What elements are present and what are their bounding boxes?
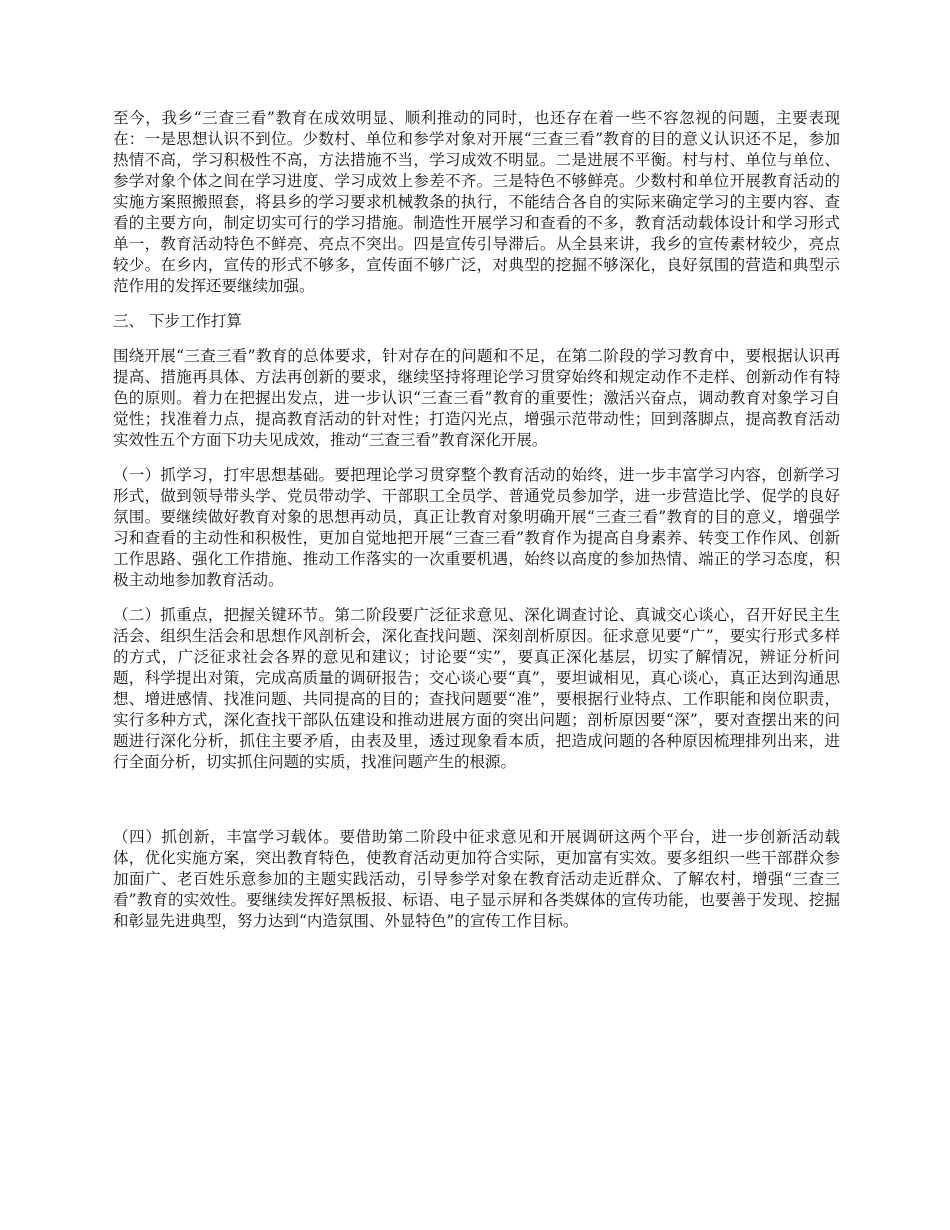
- section-heading-next-steps: 三、 下步工作打算: [113, 312, 242, 330]
- paragraph-intro: 围绕开展“三查三看”教育的总体要求，针对存在的问题和不足，在第二阶段的学习教育中，要根据认识再提高、措施再具体、方法再创新的要求，继续坚持将理论学习贯穿始终和规定动作不走样、创新动作有特色的原则。着力在把握出发点，进一步认识“三查三看”教育的重要性；激活兴奋点，调动教育对象学习自觉性；找准着力点，提高教育活动的针对性；打造闪光点，增强示范带动性；回到落脚点，提高教育活动实效性五个方面下功夫见成效，推动“三查三看”教育深化开展。: [113, 347, 840, 449]
- paragraph-item-4: （四）抓创新，丰富学习载体。要借助第二阶段中征求意见和开展调研这两个平台，进一步创新活动载体，优化实施方案，突出教育特色，使教育活动更加符合实际，更加富有实效。要多组织一些干部群众参加面广、老百姓乐意参加的主题实践活动，引导参学对象在教育活动走近群众、了解农村，增强“三查三看”教育的实效性。要继续发挥好黑板报、标语、电子显示屏和各类媒体的宣传功能，也要善于发现、挖掘和彰显先进典型，努力达到“内造氛围、外显特色”的宣传工作目标。: [113, 828, 840, 930]
- document-body: [113, 108, 840, 946]
- paragraph-item-1: （一）抓学习，打牢思想基础。要把理论学习贯穿整个教育活动的始终，进一步丰富学习内容，创新学习形式，做到领导带头学、党员带动学、干部职工全员学、普通党员参加学，进一步营造比学、促学的良好氛围。要继续做好教育对象的思想再动员，真正让教育对象明确开展“三查三看”教育的目的意义，增强学习和查看的主动性和积极性，更加自觉地把开展“三查三看”教育作为提高自身素养、转变工作作风、创新工作思路、强化工作措施、推动工作落实的一次重要机遇，始终以高度的参加热情、端正的学习态度，积极主动地参加教育活动。: [113, 466, 840, 589]
- paragraph-problems: 至今，我乡“三查三看”教育在成效明显、顺利推动的同时，也还存在着一些不容忽视的问题，主要表现在：一是思想认识不到位。少数村、单位和参学对象对开展“三查三看”教育的目的意义认识还不足，参加热情不高，学习积极性不高，方法措施不当，学习成效不明显。二是进展不平衡。村与村、单位与单位、参学对象个体之间在学习进度、学习成效上参差不齐。三是特色不够鲜亮。少数村和单位开展教育活动的实施方案照搬照套，将县乡的学习要求机械教条的执行，不能结合各自的实际来确定学习的主要内容、查看的主要方向，制定切实可行的学习措施。制造性开展学习和查看的不多，教育活动载体设计和学习形式单一，教育活动特色不鲜亮、亮点不突出。四是宣传引导滞后。从全县来讲，我乡的宣传素材较少，亮点较少。在乡内，宣传的形式不够多，宣传面不够广泛，对典型的挖掘不够深化，良好氛围的营造和典型示范作用的发挥还要继续加强。: [113, 109, 840, 295]
- paragraph-spacer: [113, 787, 840, 827]
- paragraph-item-2: （二）抓重点，把握关键环节。第二阶段要广泛征求意见、深化调查讨论、真诚交心谈心，召开好民主生活会、组织生活会和思想作风剖析会，深化查找问题、深刻剖析原因。征求意见要“广”，要实行形式多样的方式，广泛征求社会各界的意见和建议；讨论要“实”，要真正深化基层，切实了解情况，辨证分析问题，科学提出对策，完成高质量的调研报告；交心谈心要“真”，要坦诚相见，真心谈心，真正达到沟通思想、增进感情、找准问题、共同提高的目的；查找问题要“准”，要根据行业特点、工作职能和岗位职责，实行多种方式，深化查找干部队伍建设和推动进展方面的突出问题；剖析原因要“深”，要对查摆出来的问题进行深化分析，抓住主要矛盾，由表及里，透过现象看本质，把造成问题的各种原因梳理排列出来，进行全面分析，切实抓住问题的实质，找准问题产生的根源。: [113, 606, 840, 771]
